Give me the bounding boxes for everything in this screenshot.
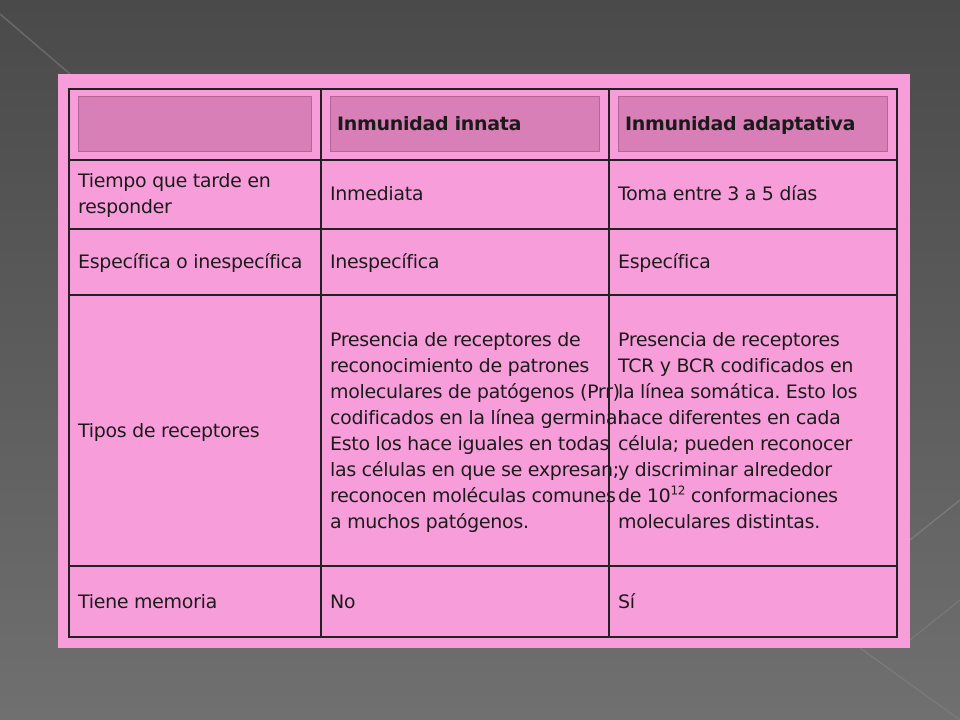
row-label: Específica o inespecífica	[69, 229, 321, 296]
row-label: Tiene memoria	[69, 566, 321, 637]
text-line: codificados en la línea germinal.	[330, 406, 628, 429]
text-line: Presencia de receptores	[618, 328, 840, 351]
cell-innata: Inmediata	[321, 160, 609, 229]
table-row	[69, 160, 897, 229]
cell-adaptativa: Toma entre 3 a 5 días	[609, 160, 897, 229]
cell-adaptativa: Específica	[609, 229, 897, 296]
table-row	[69, 566, 897, 637]
comparison-table-image	[58, 74, 910, 648]
text-line: las células en que se expresan;	[330, 458, 619, 481]
row-label: Tipos de receptores	[69, 295, 321, 566]
header-band	[330, 96, 600, 152]
text-line: reconocen moléculas comunes	[330, 484, 616, 507]
table-row	[69, 295, 897, 566]
cell-innata: No	[321, 566, 609, 637]
text-line: la línea somática. Esto los	[618, 380, 858, 403]
text-line: TCR y BCR codificados en	[618, 354, 854, 377]
table-header-row	[69, 89, 897, 160]
header-cell-innata	[321, 89, 609, 160]
cell-adaptativa: Sí	[609, 566, 897, 637]
header-cell-adaptativa	[609, 89, 897, 160]
text-line: Presencia de receptores de	[330, 328, 581, 351]
table-row	[69, 229, 897, 296]
text-line: reconocimiento de patrones	[330, 354, 589, 377]
row-label: Tiempo que tarde en responder	[69, 160, 321, 229]
cell-adaptativa	[609, 295, 897, 566]
cell-innata	[321, 295, 628, 566]
text-line: hace diferentes en cada	[618, 406, 841, 429]
header-band	[78, 96, 312, 152]
immunity-comparison-table	[68, 88, 898, 638]
text-line: a muchos patógenos.	[330, 510, 529, 533]
exponent: 12	[670, 483, 686, 498]
text-line: célula; pueden reconocer	[618, 432, 853, 455]
header-cell-empty	[69, 89, 321, 160]
text-line: moleculares distintas.	[618, 510, 820, 533]
header-adaptativa: Inmunidad adaptativa	[625, 113, 856, 136]
text-line: y discriminar alrededor	[618, 458, 832, 481]
text-line-exponent: de $10^{12}$ conformaciones	[618, 483, 838, 507]
text-line: Esto los hace iguales en todas	[330, 432, 610, 455]
header-band	[618, 96, 888, 152]
header-innata: Inmunidad innata	[337, 113, 522, 136]
text-line: moleculares de patógenos (Prr)	[330, 380, 620, 403]
cell-innata: Inespecífica	[321, 229, 609, 296]
